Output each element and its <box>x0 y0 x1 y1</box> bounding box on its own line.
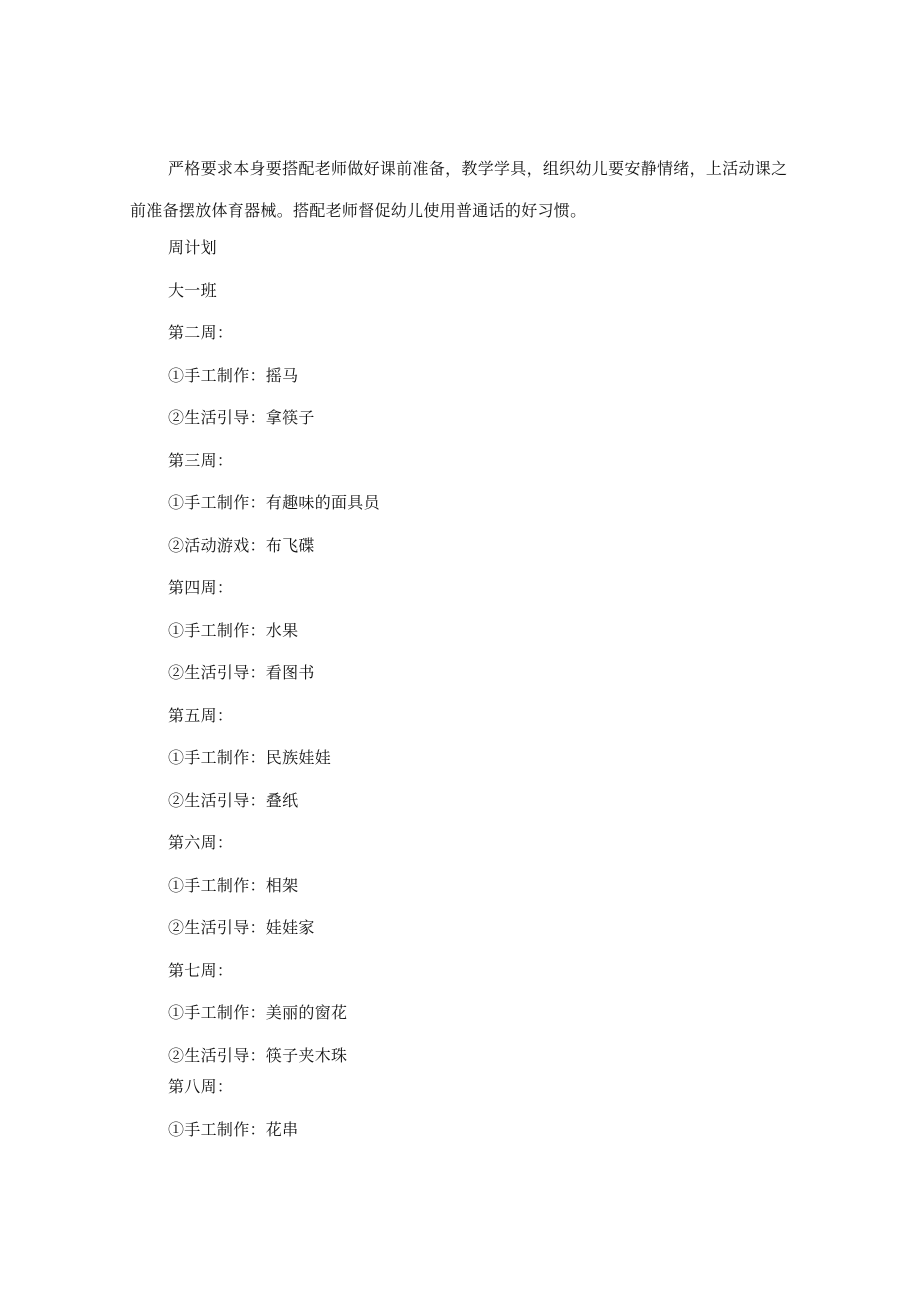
plan-item: ②活动游戏：布飞碟 <box>168 536 315 555</box>
intro-paragraph: 严格要求本身要搭配老师做好课前准备，教学学具，组织幼儿要安静情绪，上活动课之前准备摆放体育器械。搭配老师督促幼儿使用普通话的好习惯。 <box>130 159 788 220</box>
plan-item: ①手工制作：相架 <box>168 876 299 895</box>
plan-item: ①手工制作：美丽的窗花 <box>168 1003 348 1022</box>
plan-item: ①手工制作：有趣味的面具员 <box>168 493 380 512</box>
week-heading: 第六周： <box>168 833 234 852</box>
plan-item: ①手工制作：花串 <box>168 1120 299 1139</box>
plan-item: ②生活引导：娃娃家 <box>168 918 315 937</box>
plan-item: ①手工制作：摇马 <box>168 366 299 385</box>
section-heading: 周计划 <box>168 238 217 257</box>
week-heading: 第七周： <box>168 961 234 980</box>
week-heading: 第二周： <box>168 323 234 342</box>
week-heading: 第四周： <box>168 578 234 597</box>
plan-item: ②生活引导：看图书 <box>168 663 315 682</box>
week-heading: 第八周： <box>168 1077 234 1096</box>
class-name: 大一班 <box>168 281 217 300</box>
plan-item: ②生活引导：拿筷子 <box>168 408 315 427</box>
plan-item: ①手工制作：民族娃娃 <box>168 748 332 767</box>
plan-item: ②生活引导：筷子夹木珠 <box>168 1046 348 1065</box>
week-heading: 第三周： <box>168 451 234 470</box>
week-heading: 第五周： <box>168 706 234 725</box>
plan-item: ①手工制作：水果 <box>168 621 299 640</box>
plan-item: ②生活引导：叠纸 <box>168 791 299 810</box>
